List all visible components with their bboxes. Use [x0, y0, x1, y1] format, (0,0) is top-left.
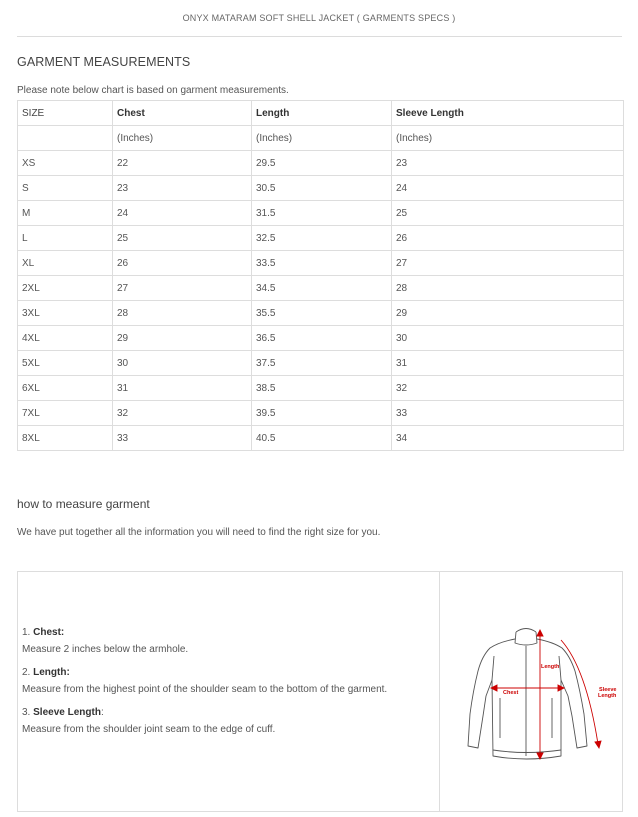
chest-cell: 26: [113, 251, 252, 276]
unit-cell: (Inches): [252, 126, 392, 151]
length-cell: 35.5: [252, 301, 392, 326]
sleeve-length-cell: 29: [392, 301, 624, 326]
size-cell: L: [18, 226, 113, 251]
size-cell: 4XL: [18, 326, 113, 351]
table-row: [18, 426, 624, 451]
sleeve-length-cell: 31: [392, 351, 624, 376]
sleeve-length-cell: 30: [392, 326, 624, 351]
jacket-diagram: [454, 616, 620, 762]
table-row: [18, 301, 624, 326]
how-to-measure-note: We have put together all the information you will need to find the right size for you.: [17, 527, 381, 538]
measurements-note: Please note below chart is based on garment measurements.: [17, 85, 289, 96]
length-cell: 33.5: [252, 251, 392, 276]
sleeve-length-cell: 23: [392, 151, 624, 176]
instruction-chest: 1. Chest: Measure 2 inches below the armhole.: [22, 627, 189, 655]
table-row: [18, 276, 624, 301]
page-title: ONYX MATARAM SOFT SHELL JACKET ( GARMENTS SPECS ): [182, 13, 456, 23]
size-cell: M: [18, 201, 113, 226]
guide-divider: [439, 572, 440, 811]
sleeve-label-line2: Length: [598, 693, 617, 699]
length-cell: 32.5: [252, 226, 392, 251]
measurement-guide-box: [17, 571, 623, 812]
size-cell: 7XL: [18, 401, 113, 426]
column-header-size: SIZE: [18, 101, 113, 126]
size-cell: 2XL: [18, 276, 113, 301]
unit-cell: [18, 126, 113, 151]
instruction-length: 2. Length: Measure from the highest point of the shoulder seam to the bottom of the garment.: [22, 667, 388, 695]
sleeve-length-cell: 33: [392, 401, 624, 426]
unit-cell: (Inches): [392, 126, 624, 151]
length-cell: 30.5: [252, 176, 392, 201]
chest-cell: 25: [113, 226, 252, 251]
column-header-chest: Chest: [113, 101, 252, 126]
size-cell: 8XL: [18, 426, 113, 451]
table-row: [18, 151, 624, 176]
length-cell: 40.5: [252, 426, 392, 451]
chest-cell: 28: [113, 301, 252, 326]
chest-cell: 29: [113, 326, 252, 351]
how-to-measure-heading: how to measure garment: [17, 497, 150, 511]
column-header-length: Length: [252, 101, 392, 126]
table-row: [18, 326, 624, 351]
length-cell: 39.5: [252, 401, 392, 426]
table-row: [18, 376, 624, 401]
size-cell: 5XL: [18, 351, 113, 376]
sleeve-length-cell: 34: [392, 426, 624, 451]
length-cell: 37.5: [252, 351, 392, 376]
size-cell: XL: [18, 251, 113, 276]
size-cell: XS: [18, 151, 113, 176]
table-row: [18, 351, 624, 376]
chest-cell: 32: [113, 401, 252, 426]
chest-cell: 27: [113, 276, 252, 301]
column-header-sleeve-length: Sleeve Length: [392, 101, 624, 126]
sleeve-length-cell: 32: [392, 376, 624, 401]
chest-label: Chest: [503, 690, 519, 696]
size-cell: 6XL: [18, 376, 113, 401]
chest-cell: 24: [113, 201, 252, 226]
length-cell: 34.5: [252, 276, 392, 301]
length-cell: 36.5: [252, 326, 392, 351]
sleeve-length-cell: 25: [392, 201, 624, 226]
chest-cell: 22: [113, 151, 252, 176]
chest-cell: 33: [113, 426, 252, 451]
table-row: [18, 401, 624, 426]
sleeve-length-cell: 27: [392, 251, 624, 276]
size-cell: S: [18, 176, 113, 201]
size-cell: 3XL: [18, 301, 113, 326]
unit-cell: (Inches): [113, 126, 252, 151]
jacket-outline-icon: [468, 629, 587, 760]
table-header-row: [18, 101, 624, 126]
length-label: Length: [541, 664, 560, 670]
length-cell: 38.5: [252, 376, 392, 401]
sleeve-label-line1: Sleeve: [599, 687, 617, 693]
sleeve-length-cell: 26: [392, 226, 624, 251]
chest-cell: 23: [113, 176, 252, 201]
size-chart-table: [17, 100, 624, 451]
table-row: [18, 176, 624, 201]
chest-cell: 30: [113, 351, 252, 376]
table-row: [18, 226, 624, 251]
sleeve-length-cell: 24: [392, 176, 624, 201]
length-cell: 31.5: [252, 201, 392, 226]
title-divider: [17, 36, 622, 37]
table-row: [18, 201, 624, 226]
table-row: [18, 251, 624, 276]
chest-cell: 31: [113, 376, 252, 401]
instruction-sleeve-length: 3. Sleeve Length: Measure from the shoulder joint seam to the edge of cuff.: [22, 707, 276, 735]
measurements-heading: GARMENT MEASUREMENTS: [17, 55, 191, 69]
table-units-row: [18, 126, 624, 151]
length-cell: 29.5: [252, 151, 392, 176]
measurement-instructions: [22, 624, 436, 744]
sleeve-length-cell: 28: [392, 276, 624, 301]
